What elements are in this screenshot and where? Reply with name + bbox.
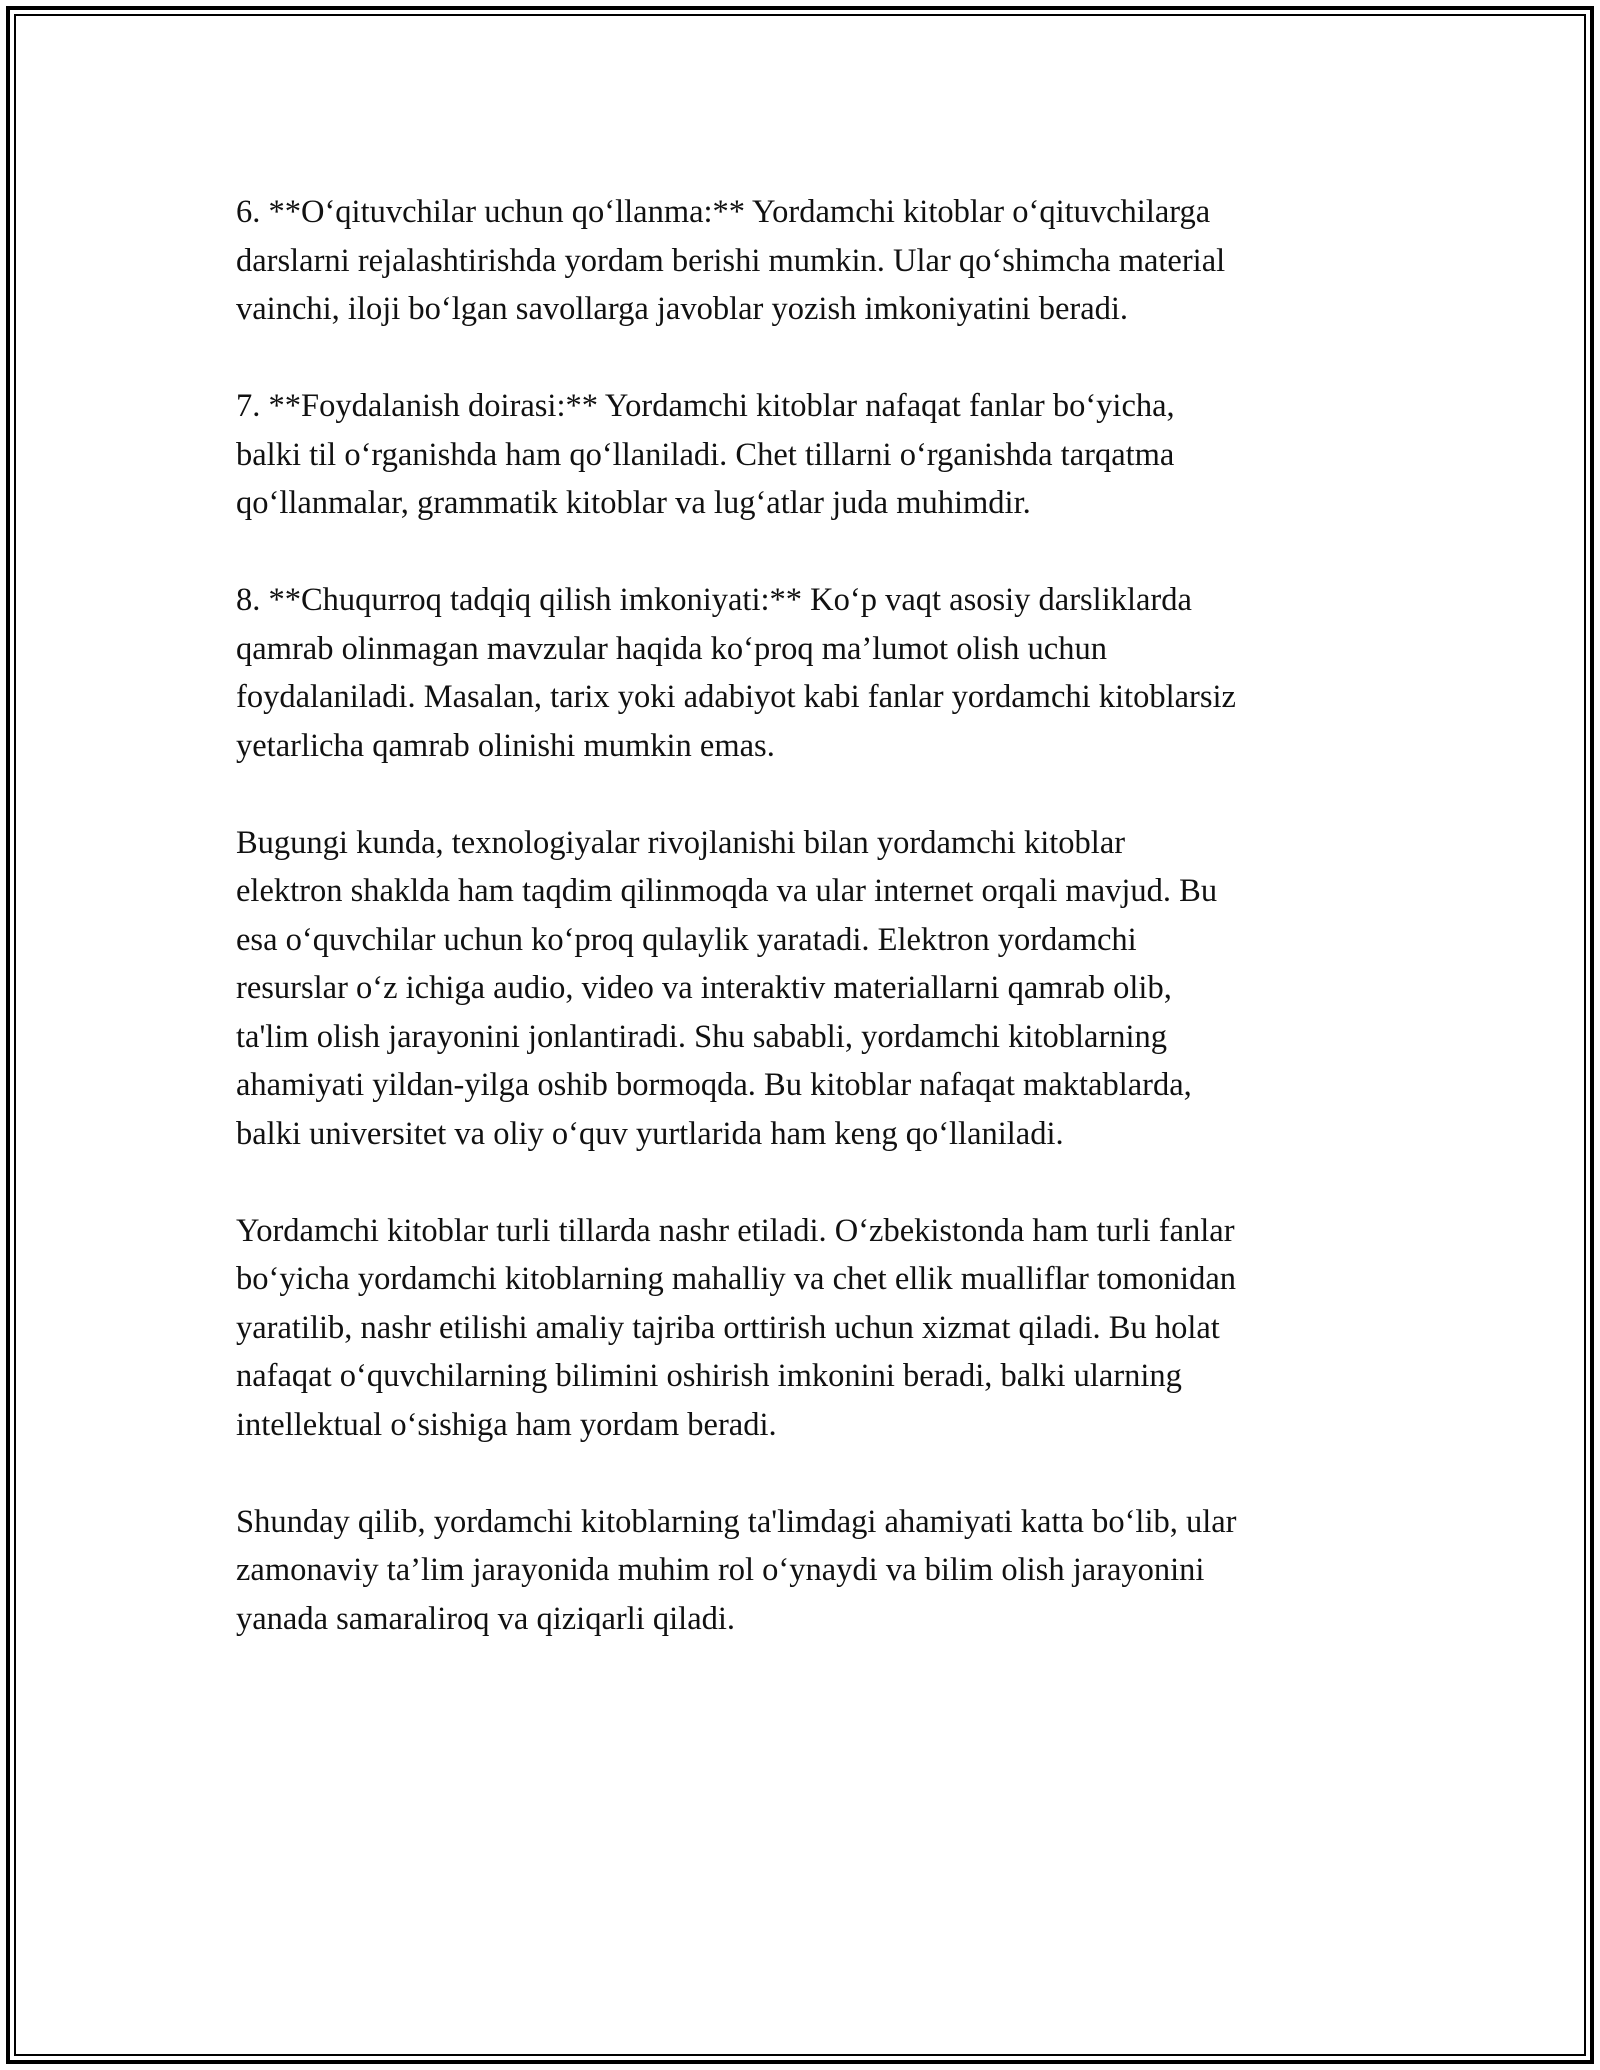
paragraph-publishing: Yordamchi kitoblar turli tillarda nashr etiladi. O‘zbekistonda ham turli fanlar bo‘yicha yordamchi kitoblarning mahalliy va chet ellik mualliflar tomonidan yaratilib, nashr etilishi amaliy tajriba orttirish uchun xizmat qiladi. Bu holat nafaqat o‘quvchilarning bilimini oshirish imkonini beradi, balki ularning intellektual o‘sishiga ham yordam beradi. bbox=[236, 1212, 1236, 1443]
paragraph-item-6: 6. **O‘qituvchilar uchun qo‘llanma:** Yordamchi kitoblar o‘qituvchilarga darslarni rejalashtirishda yordam berishi mumkin. Ular qo‘shimcha material vainchi, iloji bo‘lgan savollarga javoblar yozish imkoniyatini beradi. bbox=[236, 194, 1226, 327]
document-body bbox=[236, 188, 1396, 1692]
paragraph-conclusion: Shunday qilib, yordamchi kitoblarning ta'limdagi ahamiyati katta bo‘lib, ular zamonaviy ta’lim jarayonida muhim rol o‘ynaydi va bilim olish jarayonini yanada samaraliroq va qiziqarli qiladi. bbox=[236, 1503, 1237, 1637]
paragraph-electronic-resources: Bugungi kunda, texnologiyalar rivojlanishi bilan yordamchi kitoblar elektron shaklda ham taqdim qilinmoqda va ular internet orqali mavjud. Bu esa o‘quvchilar uchun ko‘proq qulaylik yaratadi. Elektron yordamchi resurslar o‘z ichiga audio, video va interaktiv materiallarni qamrab olib, ta'lim olish jarayonini jonlantiradi. Shu sababli, yordamchi kitoblarning ahamiyati yildan-yilga oshib bormoqda. Bu kitoblar nafaqat maktablarda, balki universitet va oliy o‘quv yurtlarida ham keng qo‘llaniladi. bbox=[236, 824, 1218, 1152]
paragraph-item-8: 8. **Chuqurroq tadqiq qilish imkoniyati:** Ko‘p vaqt asosiy darsliklarda qamrab olinmagan mavzular haqida ko‘proq ma’lumot olish uchun foydalaniladi. Masalan, tarix yoki adabiyot kabi fanlar yordamchi kitoblarsiz yetarlicha qamrab olinishi mumkin emas. bbox=[236, 582, 1236, 764]
paragraph-item-7: 7. **Foydalanish doirasi:** Yordamchi kitoblar nafaqat fanlar bo‘yicha, balki til o‘rganishda ham qo‘llaniladi. Chet tillarni o‘rganishda tarqatma qo‘llanmalar, grammatik kitoblar va lug‘atlar juda muhimdir. bbox=[236, 388, 1175, 521]
